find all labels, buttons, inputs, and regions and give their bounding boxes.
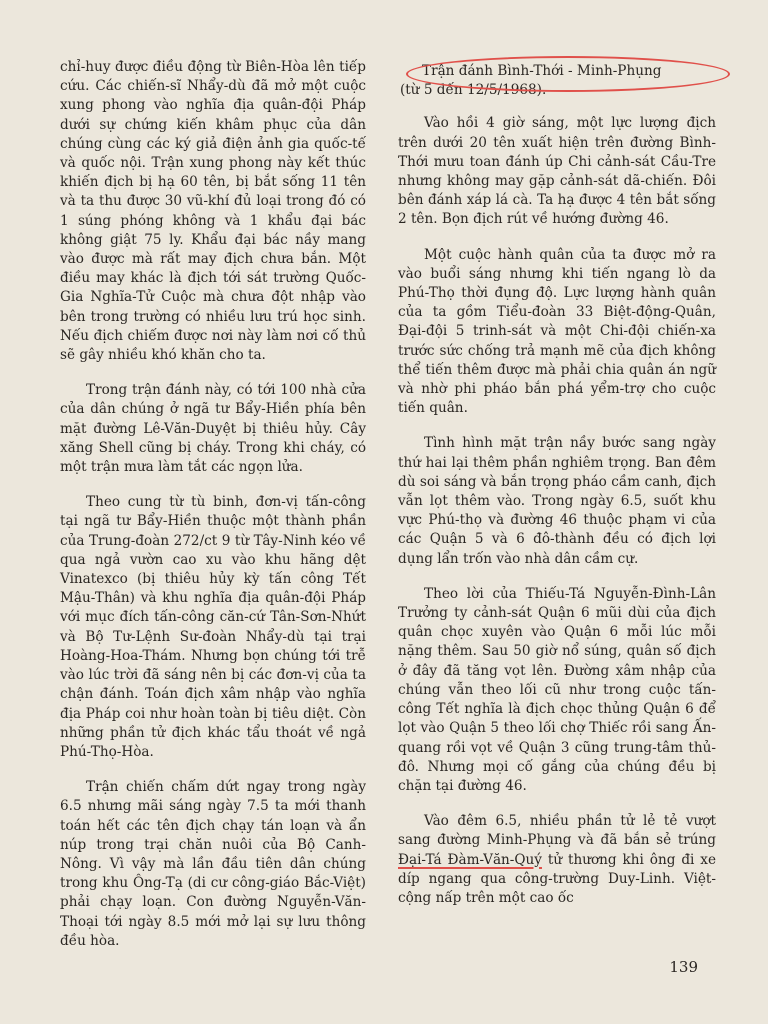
heading-date: (từ 5 đến 12/5/1968). — [400, 82, 547, 99]
right-paragraph-4: Theo lời của Thiếu-Tá Nguyễn-Đình-Lân Trưởng ty cảnh-sát Quận 6 mũi dùi của địch quân chọc xuyên vào Quận 6 mỗi lúc mỗi nặng thêm. Sau 50 giờ nổ súng, quân số địch ở đây đã tăng vọt lên. Đường xâm nhập của chúng vẫn theo lối cũ như trong cuộc tấn-công Tết nghĩa là địch chọc thủng Quận 6 để lọt vào Quận 5 theo lối chợ Thiếc rồi sang Ấn-quang rồi vọt về Quận 3 cũng trung-tâm thủ-đô. Nhưng mọi cố gắng của chúng đều bị chặn tại đường 46. — [398, 585, 716, 794]
underlined-name: Đại-Tá Đàm-Văn-Quý — [398, 851, 542, 868]
section-heading — [398, 62, 716, 100]
page-number: 139 — [669, 958, 698, 976]
right-paragraph-5 — [398, 812, 716, 908]
left-paragraph-4: Trận chiến chấm dứt ngay trong ngày 6.5 nhưng mãi sáng ngày 7.5 ta mới thanh toán hết các tên địch chạy tán loạn và ẩn núp trong trại chăn nuôi của Bộ Canh-Nông. Vì vậy mà lần đầu tiên dân chúng trong khu Ông-Tạ (di cư công-giáo Bắc-Việt) phải chạy loạn. Con đường Nguyễn-Văn-Thoại tới ngày 8.5 mới mở lại sự lưu thông đều hòa. — [60, 779, 366, 949]
left-paragraph-1: chỉ-huy được điều động từ Biên-Hòa lên tiếp cứu. Các chiến-sĩ Nhẩy-dù đã mở một cuộc xung phong vào nghĩa địa quân-đội Pháp dưới sự chứng kiến khâm phục của dân chúng cùng các ký giả điện ảnh gia quốc-tế và quốc nội. Trận xung phong này kết thúc khiến địch bị hạ 60 tên, bị bắt sống 11 tên và ta thu được 30 vũ-khí đủ loại trong đó có 1 súng phóng không và 1 khẩu đại bác không giật 75 ly. Khẩu đại bác nầy mang vào được mà rất may địch chưa bắn. Một điều may khác là địch tới sát trường Quốc-Gia Nghĩa-Tử Cuộc mà chưa đột nhập vào bên trong trường có nhiều lưu trú học sinh. Nếu địch chiếm được nơi này làm nơi cố thủ sẽ gây nhiều khó khăn cho ta. — [60, 59, 366, 364]
left-paragraph-2: Trong trận đánh này, có tới 100 nhà cửa của dân chúng ở ngã tư Bẩy-Hiền phía bên mặt đường Lê-Văn-Duyệt bị thiêu hủy. Cây xăng Shell cũng bị cháy. Trong khi cháy, có một trận mưa làm tắt các ngọn lửa. — [60, 382, 366, 476]
left-paragraph-3: Theo cung từ tù binh, đơn-vị tấn-công tại ngã tư Bẩy-Hiền thuộc một thành phần của Trung-đoàn 272/ct 9 từ Tây-Ninh kéo về qua ngả vườn cao xu vào khu hãng dệt Vinatexco (bị thiêu hủy kỳ tấn công Tết Mậu-Thân) và khu nghĩa địa quân-đội Pháp với mục đích tấn-công căn-cứ Tân-Sơn-Nhứt và Bộ Tư-Lệnh Sư-đoàn Nhẩy-dù tại trại Hoàng-Hoa-Thám. Nhưng bọn chúng tới trễ vào lúc trời đã sáng nên bị các đơn-vị của ta chận đánh. Toán địch xâm nhập vào nghĩa địa Pháp coi như hoàn toàn bị tiêu diệt. Còn những phần tử địch khác tẩu thoát về ngả Phú-Thọ-Hòa. — [60, 494, 366, 760]
left-column — [60, 58, 366, 967]
right-paragraph-2: Một cuộc hành quân của ta được mở ra vào buổi sáng nhưng khi tiến ngang lò da Phú-Thọ thời đụng độ. Lực lượng hành quân của ta gồm Tiểu-đoàn 33 Biệt-động-Quân, Đại-đội 5 trinh-sát và một Chi-đội chiến-xa trước sức chống trả mạnh mẽ của địch không thể tiến thêm được mà phải chia quân án ngữ và nhờ phi pháo bắn phá yểm-trợ cho cuộc tiến quân. — [398, 246, 716, 417]
right-column — [398, 62, 716, 924]
p5-text-after: tử thương khi ông đi xe díp ngang qua công-trường Duy-Linh. Việt-cộng nấp trên một cao ốc — [398, 851, 717, 906]
right-paragraph-3: Tình hình mặt trận nầy bước sang ngày thứ hai lại thêm phần nghiêm trọng. Ban đêm dù soi sáng và bắn trọng pháo cầm canh, địch vẫn lọt thêm vào. Trong ngày 6.5, suốt khu vực Phú-thọ và đường 46 thuộc phạm vi của các Quận 5 và 6 đô-thành đều có địch lợi dụng lẩn trốn vào nhà dân cầm cự. — [398, 435, 716, 567]
right-paragraph-1: Vào hồi 4 giờ sáng, một lực lượng địch trên dưới 20 tên xuất hiện trên đường Bình-Thới mưu toan đánh úp Chi cảnh-sát Cầu-Tre nhưng không may gặp cảnh-sát dã-chiến. Đôi bên đánh xáp lá cà. Ta hạ được 4 tên bắt sống 2 tên. Bọn địch rút về hướng đường 46. — [398, 115, 716, 228]
heading-title: Trận đánh Bình-Thới - Minh-Phụng — [422, 63, 662, 79]
p5-text-before: Vào đêm 6.5, nhiều phần tử lẻ tẻ vượt sang đường Minh-Phụng và đã bắn sẻ trúng — [398, 813, 716, 849]
